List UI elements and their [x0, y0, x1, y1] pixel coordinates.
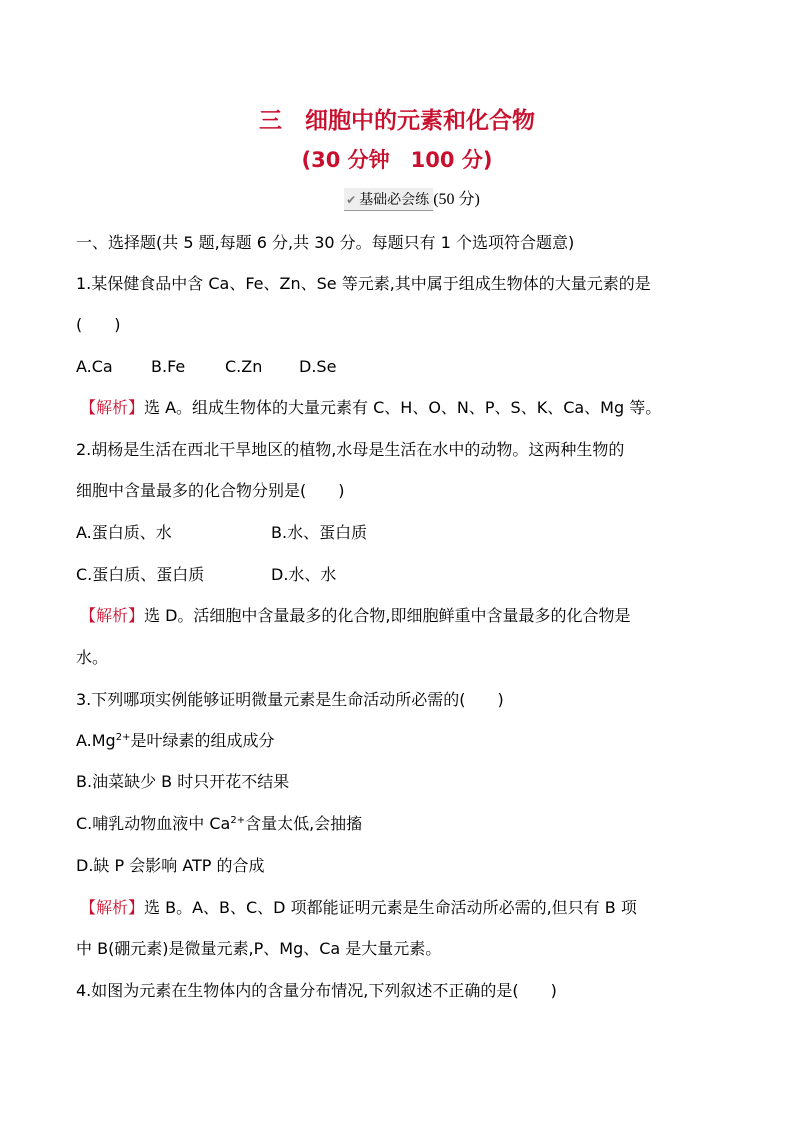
- q3-option-a-rest: 是叶绿素的组成成分: [130, 731, 275, 750]
- q2-options-row1: [76, 522, 726, 544]
- q3-analysis-line2: 中 B(硼元素)是微量元素,P、Mg、Ca 是大量元素。: [76, 939, 442, 958]
- badge-label: 基础必会练: [359, 192, 430, 208]
- q2-options-row2: [76, 564, 726, 586]
- q3-option-a-sup: 2+: [115, 732, 131, 743]
- q3-option-a: [76, 730, 726, 752]
- q1-stem-line1: 1.某保健食品中含 Ca、Fe、Zn、Se 等元素,其中属于组成生物体的大量元素的是: [76, 274, 651, 293]
- q2-option-b: B.水、蛋白质: [271, 523, 368, 542]
- q3-option-a-text: A.Mg: [76, 731, 116, 750]
- q2-option-d: D.水、水: [271, 565, 337, 584]
- q2-option-c: C.蛋白质、蛋白质: [76, 565, 205, 584]
- q3-option-c-text: C.哺乳动物血液中 Ca: [76, 814, 231, 833]
- q2-analysis-line1: [80, 605, 730, 627]
- analysis-label: 【解析】: [80, 398, 145, 417]
- q3-option-b: B.油菜缺少 B 时只开花不结果: [76, 772, 290, 791]
- section-badge-row: [0, 186, 794, 211]
- q4-stem: 4.如图为元素在生物体内的含量分布情况,下列叙述不正确的是( ): [76, 981, 557, 1000]
- q1-option-d: D.Se: [299, 357, 337, 376]
- q1-option-b: B.Fe: [151, 357, 186, 376]
- q1-analysis: [80, 397, 730, 419]
- q1-option-c: C.Zn: [225, 357, 263, 376]
- q3-option-c-rest: 含量太低,会抽搐: [245, 814, 363, 833]
- q1-options: [76, 356, 726, 378]
- q2-analysis-text: 选 D。活细胞中含量最多的化合物,即细胞鲜重中含量最多的化合物是: [144, 606, 631, 625]
- q2-stem-line2: 细胞中含量最多的化合物分别是( ): [76, 481, 345, 500]
- q2-option-a: A.蛋白质、水: [76, 523, 172, 542]
- q1-analysis-text: 选 A。组成生物体的大量元素有 C、H、O、N、P、S、K、Ca、Mg 等。: [144, 398, 662, 417]
- section-heading: 一、选择题(共 5 题,每题 6 分,共 30 分。每题只有 1 个选项符合题意): [76, 233, 575, 252]
- analysis-label: 【解析】: [80, 898, 145, 917]
- q3-stem: 3.下列哪项实例能够证明微量元素是生命活动所必需的( ): [76, 690, 504, 709]
- check-icon: ✔: [346, 193, 357, 207]
- badge-score: (50 分): [433, 191, 480, 208]
- q2-analysis-line2: 水。: [76, 648, 109, 667]
- q2-stem-line1: 2.胡杨是生活在西北干旱地区的植物,水母是生活在水中的动物。这两种生物的: [76, 440, 625, 459]
- q3-option-c-sup: 2+: [230, 815, 246, 826]
- q1-stem-line2: ( ): [76, 315, 121, 334]
- page-title: 三 细胞中的元素和化合物: [259, 108, 535, 134]
- q3-analysis-text: 选 B。A、B、C、D 项都能证明元素是生命活动所必需的,但只有 B 项: [144, 898, 637, 917]
- q1-option-a: A.Ca: [76, 357, 113, 376]
- q3-analysis-line1: [80, 897, 730, 919]
- section-badge: [344, 188, 433, 211]
- page-subtitle: (30 分钟 100 分): [301, 148, 493, 172]
- analysis-label: 【解析】: [80, 606, 145, 625]
- q3-option-c: [76, 813, 726, 835]
- q3-option-d: D.缺 P 会影响 ATP 的合成: [76, 856, 265, 875]
